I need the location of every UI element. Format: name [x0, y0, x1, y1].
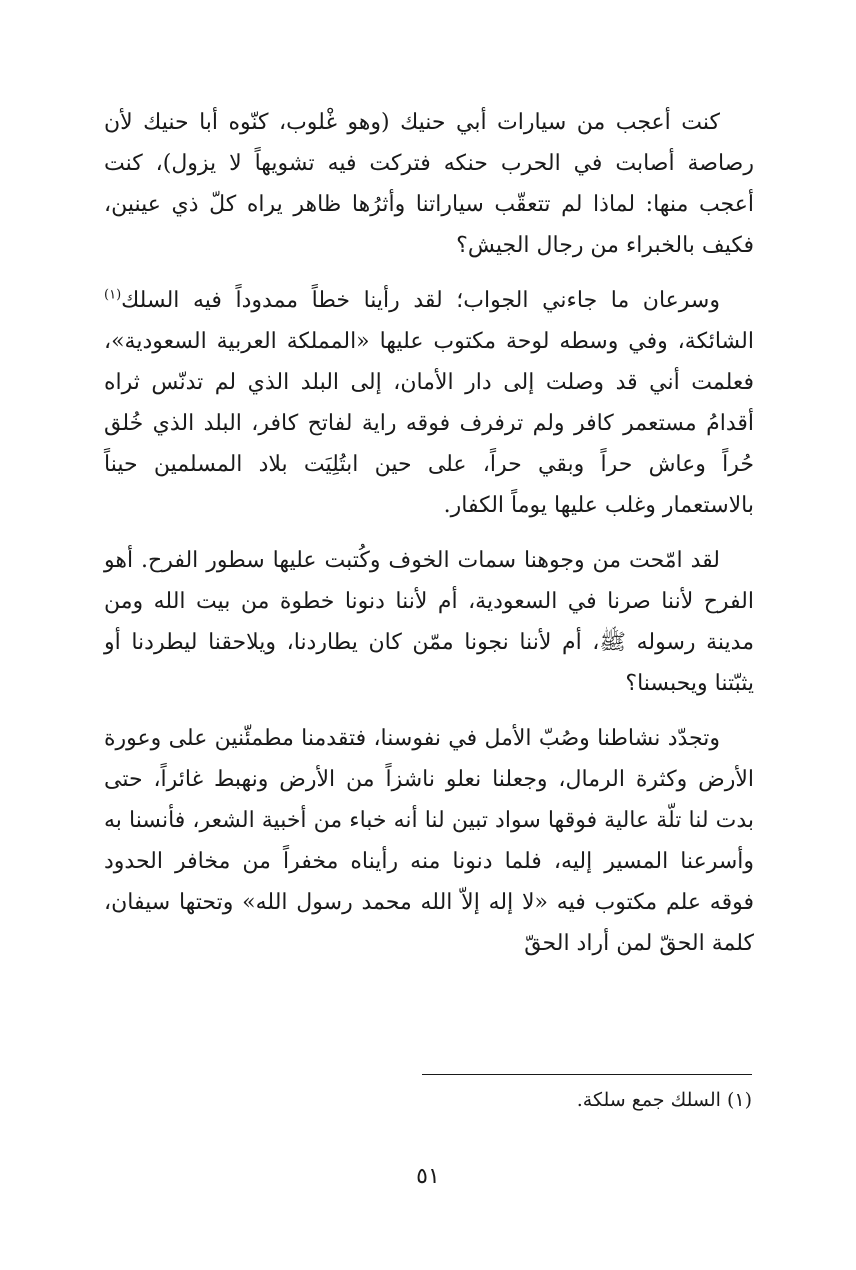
paragraph-2-text-start: وسرعان ما جاءني الجواب؛ لقد رأينا خطاً ممدوداً فيه السلك [121, 288, 720, 313]
footnote: (١) السلك جمع سلكة. [576, 1089, 752, 1111]
paragraph-4 [104, 718, 754, 964]
footnote-divider [422, 1074, 752, 1075]
paragraph-3 [104, 540, 754, 704]
page-body [104, 102, 754, 978]
paragraph-3-text: لقد امّحت من وجوهنا سمات الخوف وكُتبت عليها سطور الفرح. أهو الفرح لأننا صرنا في السعودية، أم لأننا دنونا خطوة من بيت الله ومن مدينة رسوله ﷺ، أم لأننا نجونا ممّن كان يطاردنا، ويلاحقنا ليطردنا أو يثبّتنا ويحبسنا؟ [104, 548, 754, 696]
page-number: ٥١ [416, 1164, 440, 1189]
footnote-reference: (١) [104, 287, 122, 303]
paragraph-1-text: كنت أعجب من سيارات أبي حنيك (وهو غْلوب، كنّوه أبا حنيك لأن رصاصة أصابت في الحرب حنكه فتركت فيه تشويهاً لا يزول)، كنت أعجب منها: لماذا لم تتعقّب سياراتنا وأثرُها ظاهر يراه كلّ ذي عينين، فكيف بالخبراء من رجال الجيش؟ [104, 110, 754, 258]
paragraph-2-text-end: الشائكة، وفي وسطه لوحة مكتوب عليها «المملكة العربية السعودية»، فعلمت أني قد وصلت إلى دار الأمان، إلى البلد الذي لم تدنّس ثراه أقدامُ مستعمر كافر ولم ترفرف فوقه راية لفاتح كافر، البلد الذي خُلق حُراً وعاش حراً وبقي حراً، على حين ابتُلِيَت بلاد المسلمين حيناً بالاستعمار وغلب عليها يوماً الكفار. [104, 329, 754, 518]
paragraph-4-text: وتجدّد نشاطنا وصُبّ الأمل في نفوسنا، فتقدمنا مطمئّنين على وعورة الأرض وكثرة الرمال، وجعلنا نعلو ناشزاً من الأرض ونهبط غائراً، حتى بدت لنا تلّة عالية فوقها سواد تبين لنا أنه خباء من أخبية الشعر، فأنسنا به وأسرعنا المسير إليه، فلما دنونا منه رأيناه مخفراً من مخافر الحدود فوقه علم مكتوب فيه «لا إله إلاّ الله محمد رسول الله» وتحتها سيفان، كلمة الحقّ لمن أراد الحقّ [104, 726, 754, 956]
paragraph-2 [104, 280, 754, 526]
paragraph-1 [104, 102, 754, 266]
